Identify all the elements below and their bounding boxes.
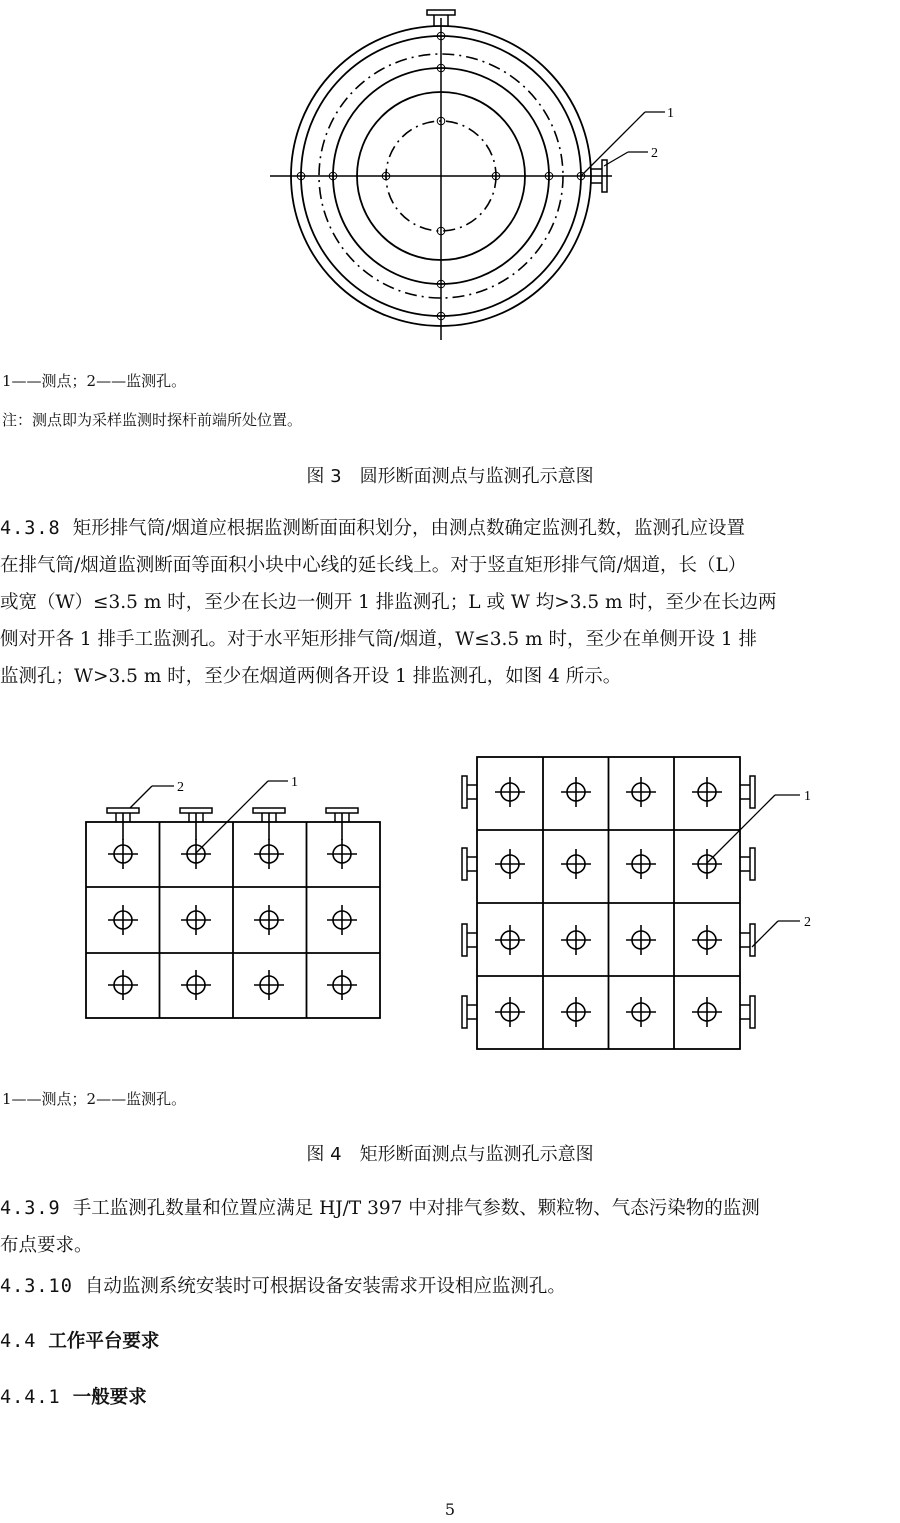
paragraph-line: 监测孔；W>3.5 m 时，至少在烟道两侧各开设 1 排监测孔，如图 4 所示。 — [0, 666, 622, 687]
paragraph-line: 侧对开各 1 排手工监测孔。对于水平矩形排气筒/烟道，W≤3.5 m 时，至少在单侧开设 1 排 — [0, 629, 758, 650]
monitoring-port — [107, 808, 139, 840]
measurement-point — [626, 997, 656, 1027]
measurement-point — [327, 905, 357, 935]
section-title: 工作平台要求 — [48, 1331, 160, 1352]
figure-3-legend: 1——测点；2——监测孔。 — [2, 372, 187, 390]
monitoring-port — [740, 848, 755, 880]
measurement-point — [108, 839, 138, 869]
monitoring-port — [326, 808, 358, 840]
measurement-point — [561, 849, 591, 879]
monitoring-port — [740, 996, 755, 1028]
paragraph-line: 手工监测孔数量和位置应满足 HJ/T 397 中对排气参数、颗粒物、气态污染物的监测 — [72, 1198, 760, 1219]
figure-4-legend: 1——测点；2——监测孔。 — [2, 1090, 187, 1108]
measurement-point — [327, 970, 357, 1000]
callout-2: 2 — [177, 780, 184, 795]
section-4-3-10 — [0, 1268, 900, 1305]
section-number: 4.3.9 — [0, 1198, 61, 1219]
monitoring-port — [253, 808, 285, 840]
figure-3-caption: 图 3 圆形断面测点与监测孔示意图 — [306, 466, 594, 487]
page-number: 5 — [444, 1500, 456, 1519]
figure-4-caption: 图 4 矩形断面测点与监测孔示意图 — [306, 1144, 594, 1165]
measurement-point — [495, 777, 525, 807]
measurement-point — [108, 970, 138, 1000]
figure-4-horizontal-duct-diagram — [80, 770, 390, 1025]
callout-1: 1 — [667, 106, 674, 121]
measurement-point — [108, 905, 138, 935]
figure-3-circular-diagram — [260, 0, 690, 345]
measurement-point — [561, 997, 591, 1027]
callout-1: 1 — [804, 789, 811, 804]
section-number: 4.3.10 — [0, 1276, 73, 1297]
measurement-point — [495, 925, 525, 955]
measurement-point — [692, 849, 722, 879]
section-4-3-9 — [0, 1190, 900, 1264]
measurement-point — [254, 839, 284, 869]
figure-3-note: 注：测点即为采样监测时探杆前端所处位置。 — [2, 411, 303, 429]
section-number: 4.3.8 — [0, 518, 61, 539]
monitoring-port — [180, 808, 212, 840]
paragraph-line: 在排气筒/烟道监测断面等面积小块中心线的延长线上。对于竖直矩形排气筒/烟道，长（L） — [0, 555, 747, 576]
monitoring-port — [462, 924, 477, 956]
monitoring-port — [462, 776, 477, 808]
measurement-point — [626, 777, 656, 807]
measurement-point — [692, 777, 722, 807]
measurement-point — [495, 849, 525, 879]
measurement-point — [181, 970, 211, 1000]
measurement-point — [327, 839, 357, 869]
measurement-point — [181, 905, 211, 935]
paragraph-line: 自动监测系统安装时可根据设备安装需求开设相应监测孔。 — [84, 1276, 566, 1297]
section-heading-4-4 — [0, 1327, 159, 1353]
measurement-point — [561, 777, 591, 807]
figure-4-vertical-duct-diagram — [455, 750, 825, 1055]
section-number: 4.4.1 — [0, 1387, 61, 1408]
section-heading-4-4-1 — [0, 1383, 147, 1409]
measurement-point — [626, 925, 656, 955]
measurement-point — [495, 997, 525, 1027]
section-4-3-8 — [0, 510, 900, 695]
paragraph-line: 布点要求。 — [0, 1235, 93, 1256]
callout-2: 2 — [804, 915, 811, 930]
measurement-point — [254, 970, 284, 1000]
measurement-point — [692, 925, 722, 955]
measurement-point — [181, 839, 211, 869]
paragraph-line: 或宽（W）≤3.5 m 时，至少在长边一侧开 1 排监测孔；L 或 W 均>3.5 m 时，至少在长边两 — [0, 592, 777, 613]
monitoring-port — [462, 848, 477, 880]
monitoring-port — [740, 776, 755, 808]
callout-1: 1 — [291, 775, 298, 790]
measurement-point — [692, 997, 722, 1027]
section-title: 一般要求 — [72, 1387, 147, 1408]
measurement-point — [254, 905, 284, 935]
monitoring-port — [740, 924, 755, 956]
measurement-point — [561, 925, 591, 955]
section-number: 4.4 — [0, 1331, 37, 1352]
monitoring-port — [462, 996, 477, 1028]
callout-2: 2 — [651, 146, 658, 161]
measurement-point — [626, 849, 656, 879]
paragraph-line: 矩形排气筒/烟道应根据监测断面面积划分，由测点数确定监测孔数，监测孔应设置 — [72, 518, 745, 539]
